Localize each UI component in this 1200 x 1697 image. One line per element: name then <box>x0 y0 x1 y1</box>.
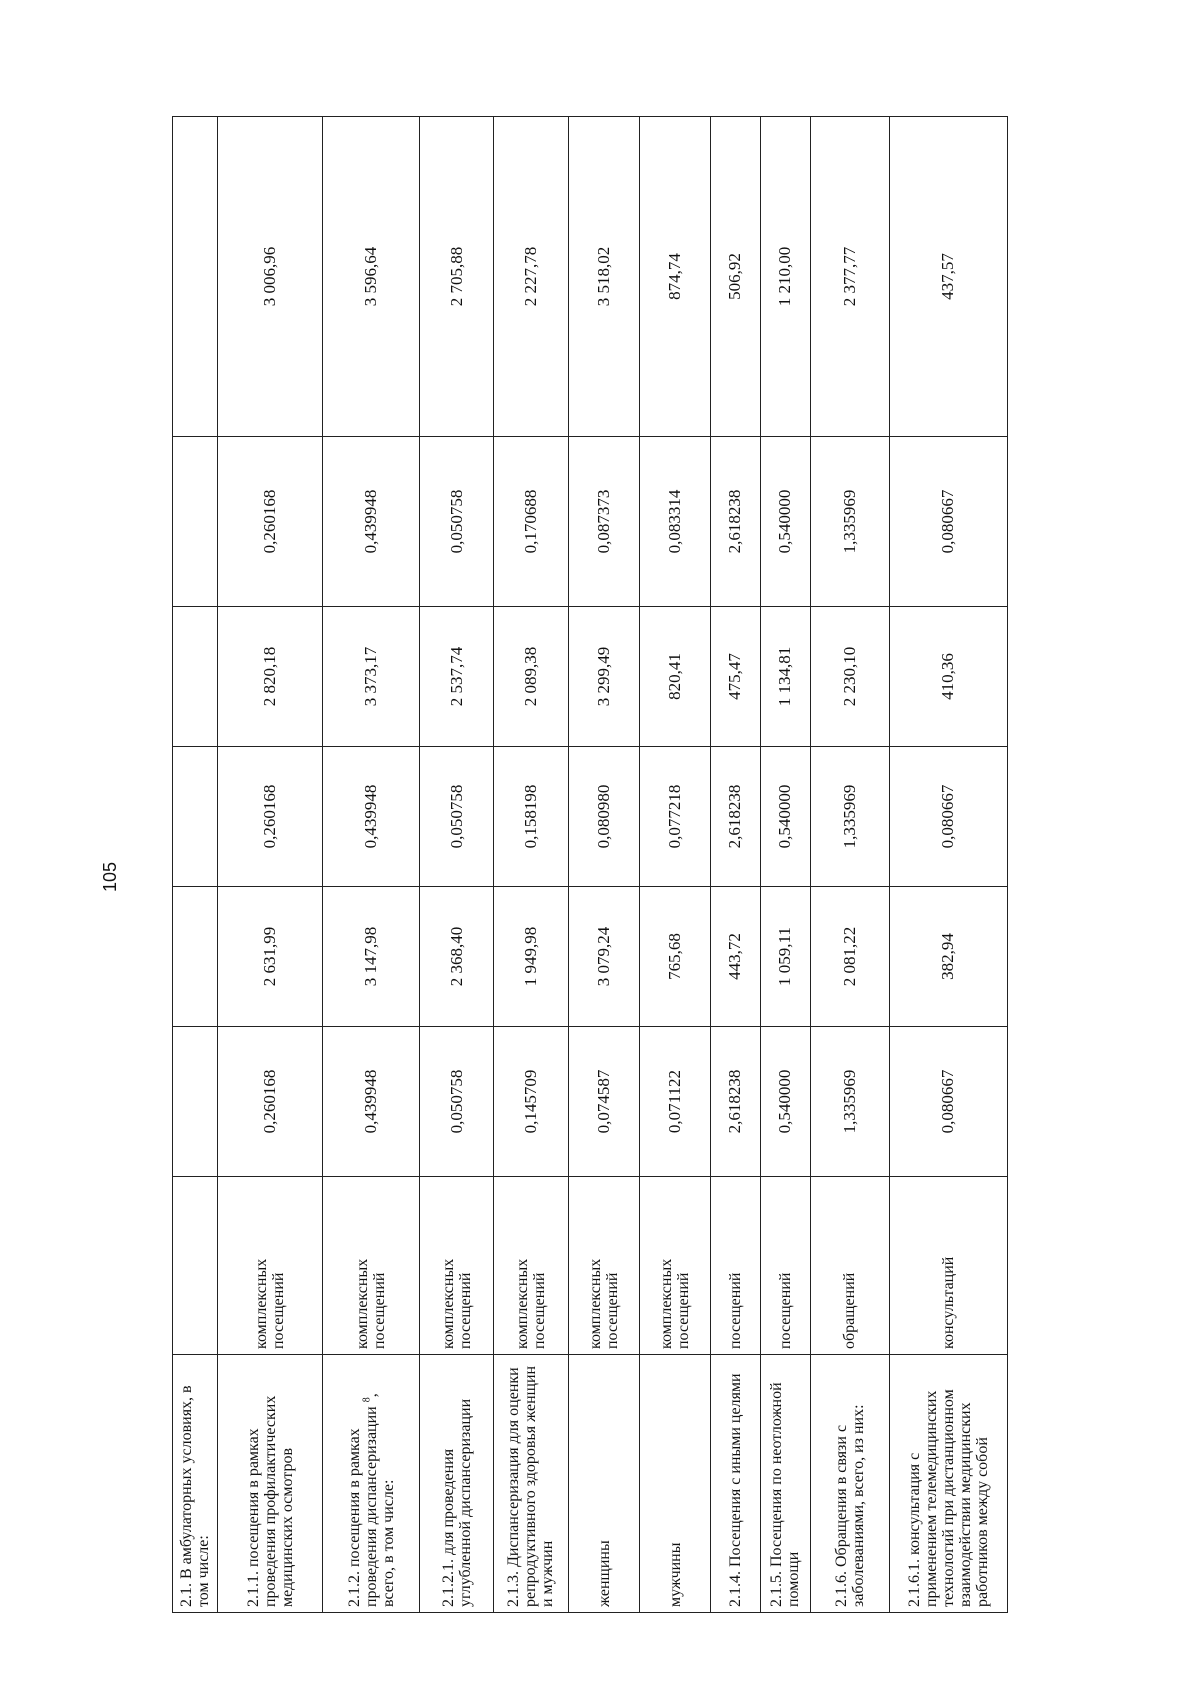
row-value: 443,72 <box>710 887 760 1027</box>
row-value: 2 377,77 <box>810 117 889 437</box>
footnote-mark: 8 <box>361 1397 373 1403</box>
row-value: 1 210,00 <box>760 117 810 437</box>
row-value: 2 227,78 <box>494 117 569 437</box>
row-value: 0,260168 <box>218 747 322 887</box>
row-name: 2.1.6. Обращения в связи с заболеваниями, всего, из них: <box>810 1355 889 1613</box>
row-name-tail: , всего, в том числе: <box>362 1393 397 1607</box>
row-value: 437,57 <box>889 117 1007 437</box>
row-value: 2 230,10 <box>810 607 889 747</box>
row-value: 3 079,24 <box>568 887 639 1027</box>
row-unit: комплексных посещений <box>322 1177 420 1355</box>
row-value: 0,083314 <box>640 437 710 607</box>
row-value: 3 596,64 <box>322 117 420 437</box>
row-unit: комплексных посещений <box>494 1177 569 1355</box>
row-unit: посещений <box>710 1177 760 1355</box>
row-value: 410,36 <box>889 607 1007 747</box>
row-value: 0,077218 <box>640 747 710 887</box>
row-value: 820,41 <box>640 607 710 747</box>
row-value: 1 134,81 <box>760 607 810 747</box>
row-value: 0,439948 <box>322 1027 420 1177</box>
row-name: 2.1.4. Посещения с иными целями <box>710 1355 760 1613</box>
table-row <box>810 117 889 1613</box>
rotated-table-wrapper <box>172 117 1008 1613</box>
row-value: 3 147,98 <box>322 887 420 1027</box>
row-value: 3 299,49 <box>568 607 639 747</box>
row-value: 0,439948 <box>322 437 420 607</box>
row-value: 0,050758 <box>420 1027 494 1177</box>
row-unit: комплексных посещений <box>640 1177 710 1355</box>
row-unit <box>173 1177 218 1355</box>
table-row <box>420 117 494 1613</box>
row-value: 2 631,99 <box>218 887 322 1027</box>
row-value: 0,260168 <box>218 1027 322 1177</box>
row-value: 1,335969 <box>810 437 889 607</box>
row-value: 2 081,22 <box>810 887 889 1027</box>
row-name: 2.1.5. Посещения по неотложной помощи <box>760 1355 810 1613</box>
table-row <box>494 117 569 1613</box>
row-name: мужчины <box>640 1355 710 1613</box>
table-row <box>568 117 639 1613</box>
row-value: 2,618238 <box>710 747 760 887</box>
row-unit: посещений <box>760 1177 810 1355</box>
table-row <box>218 117 322 1613</box>
row-name: 2.1. В амбулаторных условиях, в том числе: <box>173 1355 218 1613</box>
row-name: 2.1.3. Диспансеризация для оценки репродуктивного здоровья женщин и мужчин <box>494 1355 569 1613</box>
row-value: 2 705,88 <box>420 117 494 437</box>
row-unit: комплексных посещений <box>420 1177 494 1355</box>
row-unit: комплексных посещений <box>218 1177 322 1355</box>
row-value: 382,94 <box>889 887 1007 1027</box>
row-name <box>322 1355 420 1613</box>
table-row <box>760 117 810 1613</box>
row-value: 765,68 <box>640 887 710 1027</box>
row-value: 3 373,17 <box>322 607 420 747</box>
row-value: 0,074587 <box>568 1027 639 1177</box>
row-value: 506,92 <box>710 117 760 437</box>
row-value: 475,47 <box>710 607 760 747</box>
row-value: 2 089,38 <box>494 607 569 747</box>
table-row <box>640 117 710 1613</box>
row-unit: комплексных посещений <box>568 1177 639 1355</box>
row-value: 2 368,40 <box>420 887 494 1027</box>
row-value: 0,071122 <box>640 1027 710 1177</box>
row-value <box>173 1027 218 1177</box>
row-value: 3 006,96 <box>218 117 322 437</box>
row-value: 0,260168 <box>218 437 322 607</box>
row-unit: обращений <box>810 1177 889 1355</box>
row-value: 0,080667 <box>889 747 1007 887</box>
row-value <box>173 117 218 437</box>
row-value <box>173 437 218 607</box>
row-value: 1 059,11 <box>760 887 810 1027</box>
row-value: 0,080980 <box>568 747 639 887</box>
row-value: 0,540000 <box>760 1027 810 1177</box>
row-value: 0,158198 <box>494 747 569 887</box>
row-value: 0,439948 <box>322 747 420 887</box>
row-value: 0,145709 <box>494 1027 569 1177</box>
row-value: 0,050758 <box>420 437 494 607</box>
page-number: 105 <box>100 861 120 893</box>
row-value: 0,050758 <box>420 747 494 887</box>
row-value: 0,087373 <box>568 437 639 607</box>
row-value: 0,540000 <box>760 437 810 607</box>
row-value: 2,618238 <box>710 437 760 607</box>
row-value: 3 518,02 <box>568 117 639 437</box>
row-name: 2.1.6.1. консультация с применением телемедицинских технологий при дистанционном взаимодействии медицинских работников между собой <box>889 1355 1007 1613</box>
row-value <box>173 747 218 887</box>
row-value <box>173 887 218 1027</box>
row-name: женщины <box>568 1355 639 1613</box>
row-value: 2 820,18 <box>218 607 322 747</box>
table-row <box>889 117 1007 1613</box>
row-name: 2.1.2.1. для проведения углубленной диспансеризации <box>420 1355 494 1613</box>
table-row <box>710 117 760 1613</box>
row-value: 1 949,98 <box>494 887 569 1027</box>
row-value: 1,335969 <box>810 1027 889 1177</box>
row-name: 2.1.1. посещения в рамках проведения профилактических медицинских осмотров <box>218 1355 322 1613</box>
row-value: 0,080667 <box>889 437 1007 607</box>
row-unit: консультаций <box>889 1177 1007 1355</box>
row-value: 874,74 <box>640 117 710 437</box>
table-row <box>173 117 218 1613</box>
row-value: 0,540000 <box>760 747 810 887</box>
row-name-main: 2.1.2. посещения в рамках проведения диспансеризации <box>345 1406 380 1607</box>
row-value: 1,335969 <box>810 747 889 887</box>
row-value: 0,080667 <box>889 1027 1007 1177</box>
row-value <box>173 607 218 747</box>
row-value: 0,170688 <box>494 437 569 607</box>
table-row <box>322 117 420 1613</box>
row-value: 2,618238 <box>710 1027 760 1177</box>
financial-norms-table <box>172 116 1008 1613</box>
row-value: 2 537,74 <box>420 607 494 747</box>
